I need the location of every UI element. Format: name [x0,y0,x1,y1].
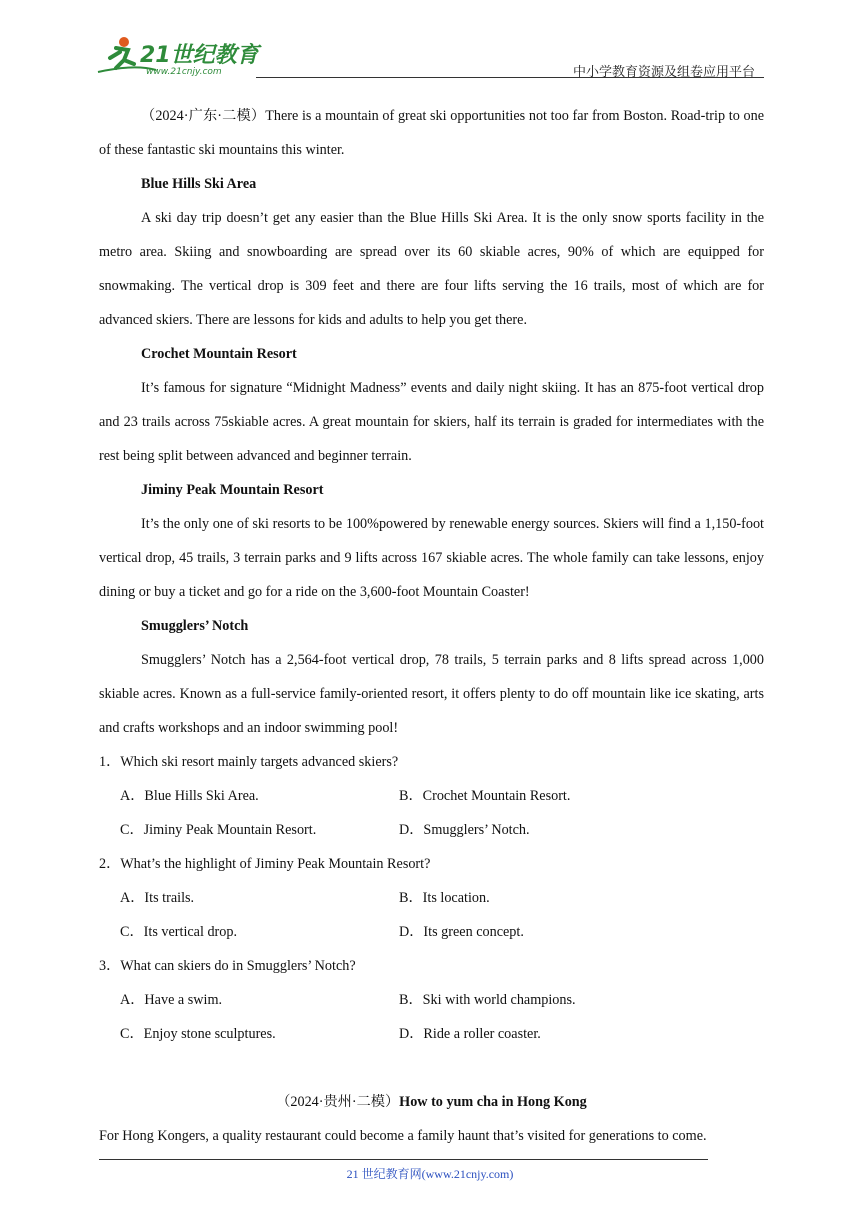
passage-intro: （2024·广东·二模）There is a mountain of great ski opportunities not too far from Boston. Road-trip to one of these fantastic ski mountains this winter. [99,108,764,158]
footer-divider [99,1159,708,1160]
footer-link[interactable]: 21 世纪教育网(www.21cnjy.com) [346,1167,514,1181]
option-b: B．Ski with world champions. [399,992,576,1008]
option-row [99,881,764,915]
runner-logo-icon [94,34,264,78]
section-title: Crochet Mountain Resort [141,346,297,362]
option-d: D．Its green concept. [399,924,524,940]
option-row [99,813,764,847]
option-d: D．Smugglers’ Notch. [399,822,530,838]
question-stem: 2．What’s the highlight of Jiminy Peak Mountain Resort? [99,856,431,872]
question-stem: 3．What can skiers do in Smugglers’ Notch? [99,958,356,974]
site-logo [94,34,264,78]
option-d: D．Ride a roller coaster. [399,1026,541,1042]
section-text: It’s the only one of ski resorts to be 100%powered by renewable energy sources. Skiers will find a 1,150-foot vertical drop, 45 trails, 3 terrain parks and 9 lifts across 167 skiable acres. The whole family can take lessons, enjoy dining or buy a ticket and go for a ride on the 3,600-foot Mountain Coaster! [99,516,764,600]
svg-text:www.21cnjy.com: www.21cnjy.com [146,67,222,77]
question-stem: 1．Which ski resort mainly targets advanced skiers? [99,754,399,770]
option-row [99,983,764,1017]
option-row [99,1017,764,1051]
passage2-heading [99,1085,764,1119]
section-text: Smugglers’ Notch has a 2,564-foot vertical drop, 78 trails, 5 terrain parks and 8 lifts spread across 1,000 skiable acres. Known as a full-service family-oriented resort, it offers plenty to do off mountain like ice skating, arts and crafts workshops and an indoor swimming pool! [99,652,764,736]
section-spacer [99,1051,764,1085]
passage2-first-line: For Hong Kongers, a quality restaurant could become a family haunt that’s visited for generations to come. [99,1128,707,1144]
option-row [99,779,764,813]
passage2-source: （2024·贵州·二模） [276,1094,400,1110]
option-a: A．Its trails. [120,890,195,906]
section-title: Smugglers’ Notch [141,618,249,634]
option-c: C．Its vertical drop. [120,924,238,940]
section-title: Blue Hills Ski Area [141,176,257,192]
passage2-title: How to yum cha in Hong Kong [399,1094,587,1110]
section-text: A ski day trip doesn’t get any easier than the Blue Hills Ski Area. It is the only snow sports facility in the metro area. Skiing and snowboarding are spread over its 60 skiable acres, 90% of which are equipped for snowmaking. The vertical drop is 309 feet and there are four lifts serving the 16 trails, most of which are for advanced skiers. There are lessons for kids and adults to help you get there. [99,210,764,328]
option-row [99,915,764,949]
svg-text:21世纪教育: 21世纪教育 [140,43,259,68]
section-text: It’s famous for signature “Midnight Madness” events and daily night skiing. It has an 875-foot vertical drop and 23 trails across 75skiable acres. A great mountain for skiers, half its terrain is graded for intermediates with the rest being split between advanced and beginner terrain. [99,380,764,464]
option-c: C．Jiminy Peak Mountain Resort. [120,822,317,838]
document-body [99,99,764,1153]
option-b: B．Crochet Mountain Resort. [399,788,571,804]
header-platform-name: 中小学教育资源及组卷应用平台 [572,64,755,79]
section-title: Jiminy Peak Mountain Resort [141,482,324,498]
option-a: A．Blue Hills Ski Area. [120,788,259,804]
option-b: B．Its location. [399,890,490,906]
option-a: A．Have a swim. [120,992,223,1008]
header-divider [256,77,764,78]
option-c: C．Enjoy stone sculptures. [120,1026,276,1042]
